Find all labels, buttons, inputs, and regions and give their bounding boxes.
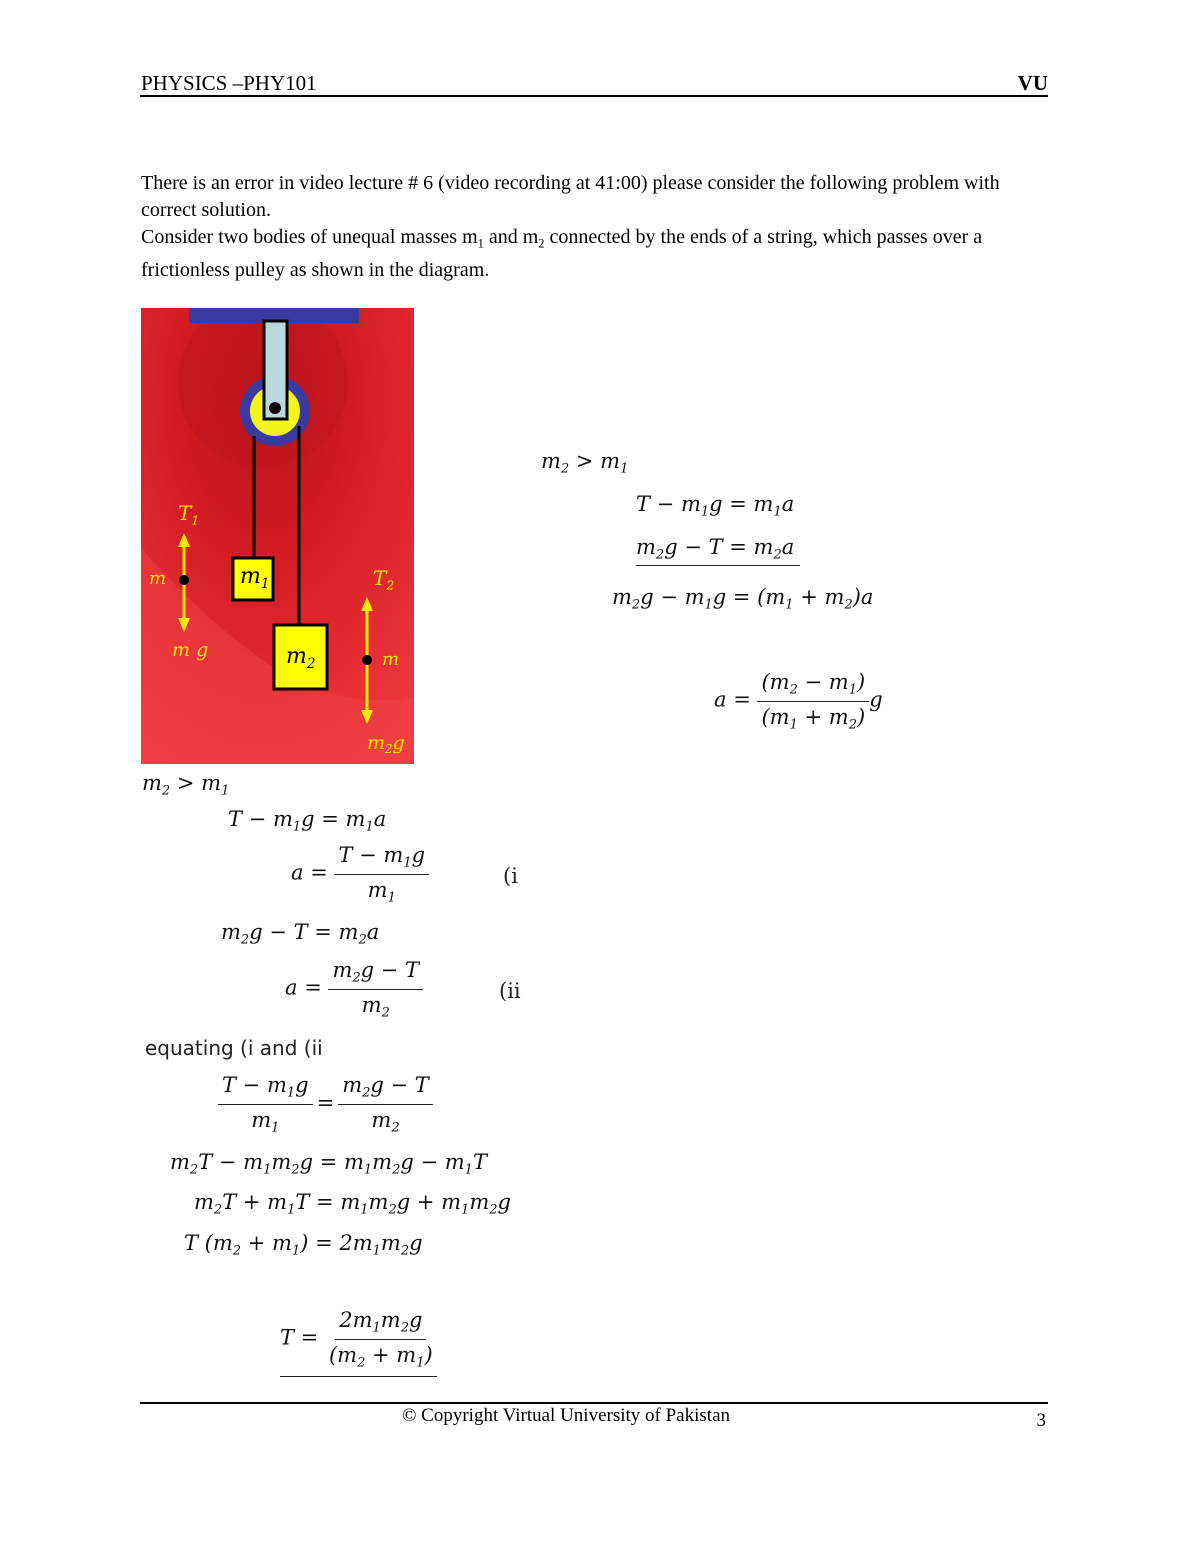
summary-eq1: $T - m_1g = m_1a$ bbox=[636, 492, 795, 520]
header-vu: VU bbox=[1017, 71, 1048, 95]
derivation-eq7: $m_2T + m_1T = m_1m_2g + m_1m_2g$ bbox=[194, 1190, 511, 1218]
label-t1: $T_1$ bbox=[178, 501, 200, 528]
box-m2-label: $m_2$ bbox=[286, 644, 316, 672]
derivation-eq4: a = $\frac{m_2g - T}{m_2}$ bbox=[285, 958, 423, 1020]
box-m1-label: $m_1$ bbox=[240, 564, 270, 592]
header-rule bbox=[140, 95, 1048, 97]
header-title: PHYSICS –PHY101 bbox=[141, 71, 317, 95]
summary-eq2: $m_2g - T = m_2a$ bbox=[636, 535, 800, 566]
summary-eq3: $m_2g - m_1g = (m_1 + m_2)a$ bbox=[612, 585, 874, 613]
derivation-eq5: $\frac{T - m_1g}{m_1}$ = $\frac{m_2g - T}{m_2}$ bbox=[218, 1073, 433, 1135]
footer-rule bbox=[140, 1402, 1048, 1404]
pulley-axle bbox=[269, 402, 281, 414]
label-m1-point: m bbox=[149, 568, 167, 589]
label-t2: $T_2$ bbox=[373, 566, 395, 593]
derivation-eq8: T $(m_2 + m_1) = 2m_1m_2g$ bbox=[184, 1231, 423, 1259]
equating-text: equating (i and (ii bbox=[145, 1036, 323, 1060]
point-m1 bbox=[179, 575, 189, 585]
derivation-condition: $m_2 > m_1$ bbox=[142, 771, 230, 799]
pulley-diagram bbox=[141, 308, 414, 764]
intro-error-note: There is an error in video lecture # 6 (video recording at 41:00) please consider the following problem with correct solution. bbox=[141, 172, 1000, 221]
point-m2 bbox=[362, 655, 372, 665]
equation-label-ii: (ii bbox=[499, 979, 521, 1003]
page-number: 3 bbox=[1036, 1410, 1046, 1431]
footer-copyright: © Copyright Virtual University of Pakistan bbox=[402, 1405, 731, 1426]
label-m1g: m g bbox=[172, 639, 209, 661]
derivation-eq6: $m_2T - m_1m_2g = m_1m_2g - m_1T$ bbox=[170, 1150, 487, 1178]
derivation-eq2: a = $\frac{T - m_1g}{m_1}$ bbox=[291, 843, 429, 905]
intro-text bbox=[141, 170, 1041, 284]
intro-problem-statement: Consider two bodies of unequal masses $m_1$ and $m_2$ connected by the ends of a string, which passes over a frictionless pulley as shown in the diagram. bbox=[141, 226, 983, 282]
derivation-eq3: $m_2g - T = m_2a$ bbox=[221, 920, 380, 948]
label-m2g: $m_2g$ bbox=[367, 732, 405, 757]
pulley-diagram-graphic bbox=[141, 308, 414, 764]
derivation-tension-result: T = $\frac{2m_1m_2g}{(m_2 + m_1)}$ bbox=[280, 1308, 437, 1377]
summary-acceleration: a = $\frac{(m_2 - m_1)}{(m_1 + m_2)}$ g bbox=[714, 670, 883, 733]
equation-label-i: (i bbox=[503, 864, 518, 888]
derivation-eq1: $T - m_1g = m_1a$ bbox=[228, 807, 387, 835]
summary-condition: $m_2 > m_1$ bbox=[541, 449, 629, 477]
label-m2-point: m bbox=[382, 649, 400, 670]
